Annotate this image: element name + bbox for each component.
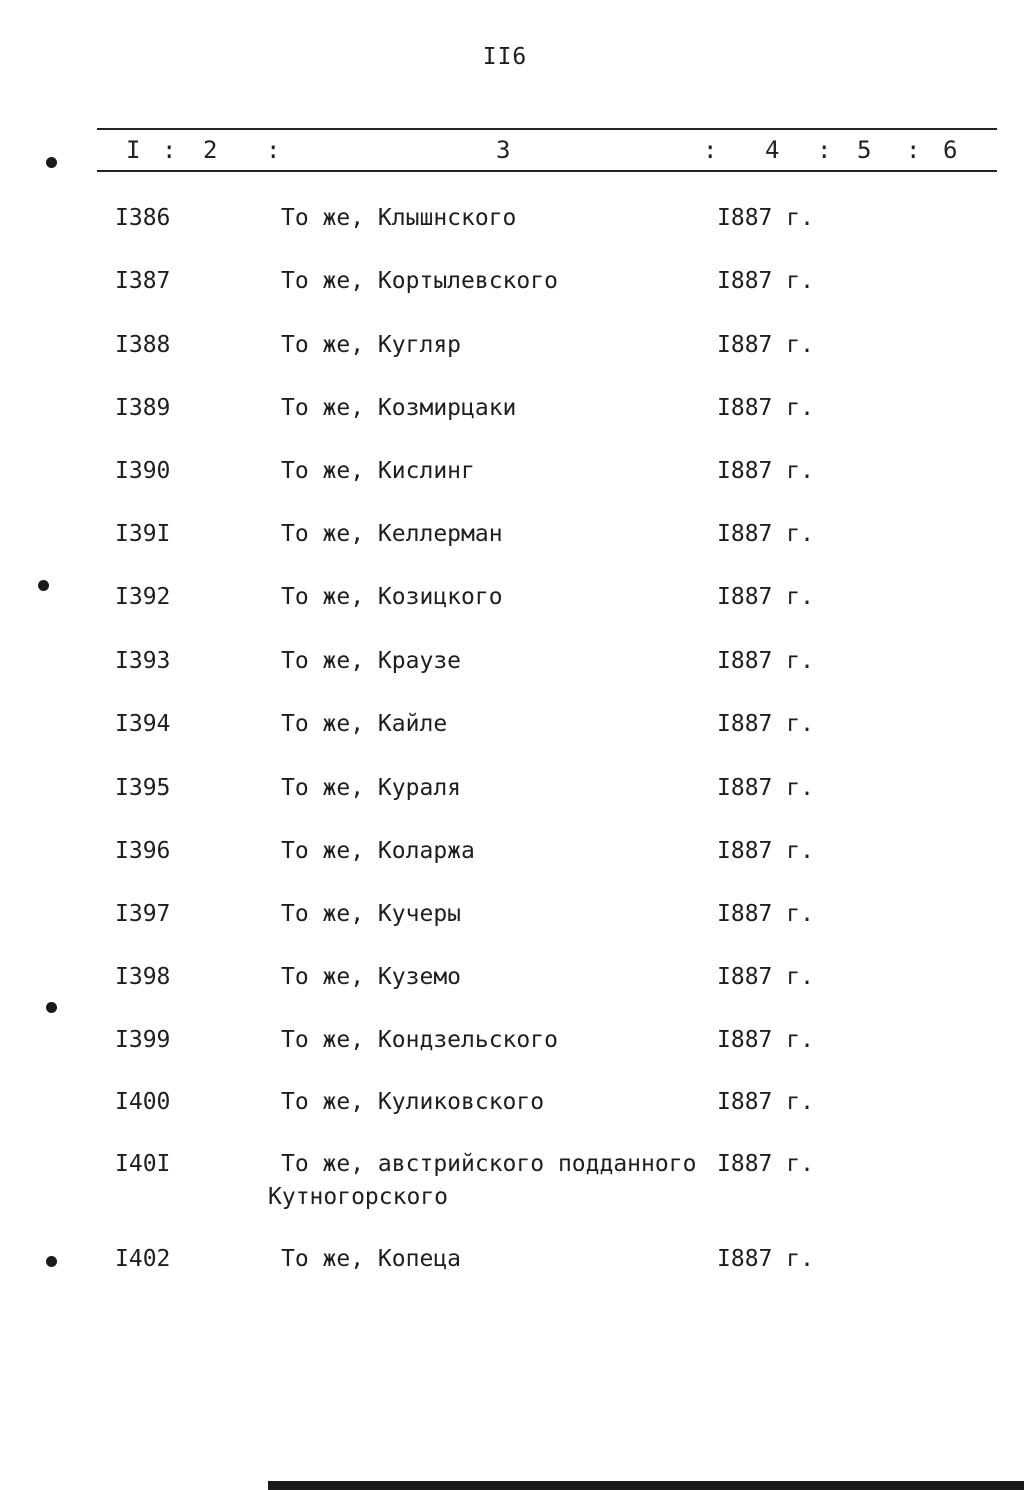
row-description: То же, Кугляр bbox=[281, 332, 462, 358]
row-number: I387 bbox=[115, 268, 171, 294]
col-separator: : bbox=[266, 136, 281, 164]
row-description-continuation: Кутногорского bbox=[268, 1184, 449, 1210]
row-number: I395 bbox=[115, 775, 171, 801]
row-date: I887 г. bbox=[717, 1089, 814, 1115]
row-date: I887 г. bbox=[717, 711, 814, 737]
row-number: I40I bbox=[115, 1151, 171, 1177]
row-description: То же, Келлерман bbox=[281, 521, 503, 547]
row-description: То же, Краузе bbox=[281, 648, 462, 674]
row-date: I887 г. bbox=[717, 1151, 814, 1177]
row-date: I887 г. bbox=[717, 205, 814, 231]
row-number: I396 bbox=[115, 838, 171, 864]
row-date: I887 г. bbox=[717, 901, 814, 927]
row-date: I887 г. bbox=[717, 332, 814, 358]
row-number: I386 bbox=[115, 205, 171, 231]
row-description: То же, Козмирцаки bbox=[281, 395, 517, 421]
col-header-5: 5 bbox=[857, 136, 872, 164]
row-description: То же, Кураля bbox=[281, 775, 462, 801]
col-header-6: 6 bbox=[943, 136, 958, 164]
row-date: I887 г. bbox=[717, 521, 814, 547]
punch-hole-mark bbox=[46, 157, 57, 168]
header-top-rule bbox=[97, 128, 997, 130]
col-separator: : bbox=[906, 136, 921, 164]
row-number: I402 bbox=[115, 1246, 171, 1272]
col-header-3: 3 bbox=[496, 136, 511, 164]
row-number: I400 bbox=[115, 1089, 171, 1115]
row-description: То же, Куземо bbox=[281, 964, 462, 990]
row-description: То же, Копеца bbox=[281, 1246, 462, 1272]
punch-hole-mark bbox=[38, 580, 49, 591]
row-number: I390 bbox=[115, 458, 171, 484]
col-header-4: 4 bbox=[765, 136, 780, 164]
col-header-1: I bbox=[126, 136, 141, 164]
row-date: I887 г. bbox=[717, 648, 814, 674]
row-description: То же, Кондзельского bbox=[281, 1027, 558, 1053]
row-description: То же, Кайле bbox=[281, 711, 448, 737]
row-date: I887 г. bbox=[717, 268, 814, 294]
row-date: I887 г. bbox=[717, 458, 814, 484]
row-description: То же, Коларжа bbox=[281, 838, 475, 864]
row-description: То же, Куликовского bbox=[281, 1089, 545, 1115]
row-number: I389 bbox=[115, 395, 171, 421]
col-separator: : bbox=[817, 136, 832, 164]
punch-hole-mark bbox=[46, 1002, 57, 1013]
row-description: То же, Кортылевского bbox=[281, 268, 558, 294]
row-number: I399 bbox=[115, 1027, 171, 1053]
col-separator: : bbox=[703, 136, 718, 164]
scan-edge-line bbox=[268, 1481, 1024, 1490]
header-bottom-rule bbox=[97, 170, 997, 172]
col-separator: : bbox=[162, 136, 177, 164]
row-number: I394 bbox=[115, 711, 171, 737]
row-date: I887 г. bbox=[717, 1027, 814, 1053]
row-date: I887 г. bbox=[717, 584, 814, 610]
row-number: I392 bbox=[115, 584, 171, 610]
row-description: То же, Кучеры bbox=[281, 901, 462, 927]
row-description: То же, Козицкого bbox=[281, 584, 503, 610]
row-number: I398 bbox=[115, 964, 171, 990]
row-date: I887 г. bbox=[717, 775, 814, 801]
row-number: I397 bbox=[115, 901, 171, 927]
row-date: I887 г. bbox=[717, 964, 814, 990]
row-date: I887 г. bbox=[717, 1246, 814, 1272]
row-date: I887 г. bbox=[717, 395, 814, 421]
row-description: То же, Кислинг bbox=[281, 458, 475, 484]
row-number: I388 bbox=[115, 332, 171, 358]
col-header-2: 2 bbox=[203, 136, 218, 164]
row-number: I393 bbox=[115, 648, 171, 674]
punch-hole-mark bbox=[46, 1256, 57, 1267]
row-date: I887 г. bbox=[717, 838, 814, 864]
row-description: То же, австрийского подданного bbox=[281, 1151, 697, 1177]
row-description: То же, Клышнского bbox=[281, 205, 517, 231]
page-number: II6 bbox=[482, 44, 528, 70]
row-number: I39I bbox=[115, 521, 171, 547]
